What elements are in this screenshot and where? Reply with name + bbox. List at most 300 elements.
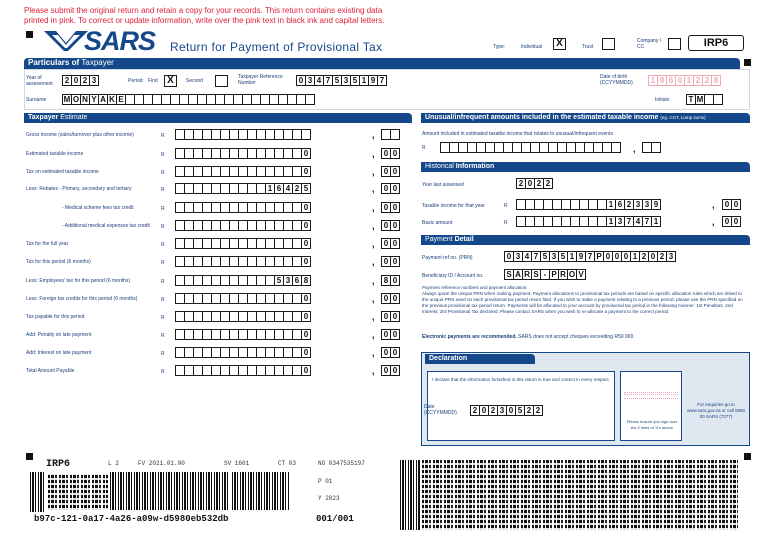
estimate-amount-field[interactable] [175, 365, 311, 376]
char-cell [266, 311, 275, 322]
char-cell [176, 256, 185, 267]
char-cell [221, 293, 230, 304]
char-cell [221, 238, 230, 249]
estimate-amount-field[interactable] [175, 166, 311, 177]
char-cell [221, 183, 230, 194]
char-cell [293, 329, 302, 340]
char-cell [185, 293, 194, 304]
char-cell: 9 [577, 251, 586, 262]
char-cell [212, 129, 221, 140]
estimate-heading [24, 113, 412, 123]
basic-currency: R [504, 220, 508, 226]
char-cell [248, 129, 257, 140]
char-cell [239, 202, 248, 213]
char-cell [203, 238, 212, 249]
char-cell [257, 347, 266, 358]
char-cell: 0 [382, 148, 391, 159]
individual-checkbox[interactable]: X [553, 38, 566, 50]
char-cell [257, 183, 266, 194]
estimate-cents-field[interactable] [381, 275, 400, 286]
char-cell: V [577, 269, 586, 280]
estimate-amount-field[interactable] [175, 220, 311, 231]
char-cell: 0 [391, 202, 400, 213]
char-cell [194, 329, 203, 340]
char-cell [284, 148, 293, 159]
footer-meta-y: Y 2023 [318, 495, 340, 502]
char-cell [558, 142, 567, 153]
payment-info-title: Payment reference numbers and payment allocation: [422, 285, 528, 290]
char-cell: 3 [514, 251, 523, 262]
estimate-cents-field[interactable] [381, 347, 400, 358]
char-cell [221, 148, 230, 159]
char-cell: 3 [90, 75, 99, 86]
first-label: First [148, 78, 158, 84]
char-cell [194, 148, 203, 159]
particulars-heading-light: Taxpayer [81, 58, 114, 67]
char-cell [212, 275, 221, 286]
char-cell [279, 94, 288, 105]
estimate-cents-field[interactable] [381, 311, 400, 322]
char-cell [293, 293, 302, 304]
char-cell: P [595, 251, 604, 262]
char-cell [212, 347, 221, 358]
char-cell: 0 [382, 256, 391, 267]
payment-info-text: Always quote the unique PRN when making payment. Payment allocations to provisional tax periods are based on specific allocation rules which are linked to the unique PRN used on each provisional tax period return filed. If you wish to make a payment relating to a previous period, please use the PRN specified on the previous provisional tax period return. Payments will be allocated to your account by provisional tax period in the following manner: 1st Penalties, 2nd Interest, 3rd Provisional Tax declared. Please contact SARS when you wish to re-allocate a payment to the correct period. [422, 291, 743, 314]
char-cell [194, 129, 203, 140]
char-cell: 0 [391, 293, 400, 304]
char-cell [248, 365, 257, 376]
char-cell: 4 [523, 251, 532, 262]
char-cell [221, 329, 230, 340]
initials-label: Initials [655, 97, 670, 103]
estimate-row-currency: R [161, 315, 165, 321]
char-cell [230, 166, 239, 177]
char-cell [535, 216, 544, 227]
year-of-assessment-field[interactable] [62, 75, 99, 86]
electronic-note-bold: Electronic payments are recommended. [422, 334, 517, 340]
basic-comma: , [712, 217, 715, 227]
char-cell: 3 [306, 75, 315, 86]
char-cell: 7 [324, 75, 333, 86]
form-title: Return for Payment of Provisional Tax [170, 40, 383, 54]
char-cell [284, 329, 293, 340]
char-cell: 0 [382, 311, 391, 322]
char-cell [248, 202, 257, 213]
char-cell: 0 [302, 365, 311, 376]
decimal-comma: , [372, 312, 375, 322]
prn-field[interactable] [504, 251, 676, 262]
char-cell: 2 [81, 75, 90, 86]
unusual-amount-field[interactable] [440, 142, 621, 153]
char-cell: 1 [631, 251, 640, 262]
payment-heading [421, 235, 750, 245]
char-cell [230, 238, 239, 249]
char-cell: 2 [534, 405, 543, 416]
decimal-comma: , [372, 221, 375, 231]
char-cell: 2 [63, 75, 72, 86]
company-label: Company / CC [637, 38, 662, 50]
footer-meta-l: L 2 [108, 460, 119, 467]
char-cell [176, 329, 185, 340]
char-cell [239, 275, 248, 286]
prn-label: Payment ref no. (PRN) [422, 255, 473, 261]
char-cell [230, 293, 239, 304]
char-cell [284, 311, 293, 322]
registration-marker [26, 31, 33, 38]
char-cell [257, 202, 266, 213]
char-cell: 0 [613, 251, 622, 262]
char-cell [275, 293, 284, 304]
char-cell [203, 275, 212, 286]
enquiries-note: For enquiries go to www.sars.gov.za or call 0800 00 SARS (7277) [687, 402, 745, 419]
signature-x-lines [624, 392, 678, 395]
ref-label: Taxpayer Reference Number [238, 74, 283, 86]
char-cell [275, 311, 284, 322]
char-cell [203, 293, 212, 304]
char-cell: K [108, 94, 117, 105]
char-cell: R [559, 269, 568, 280]
char-cell [185, 275, 194, 286]
char-cell [531, 142, 540, 153]
char-cell [243, 94, 252, 105]
estimate-cents-field[interactable] [381, 365, 400, 376]
year-label: Year of assessment [26, 75, 53, 87]
estimate-cents-field[interactable] [381, 220, 400, 231]
second-label: Second [186, 78, 203, 84]
signature-x-lines [624, 398, 678, 401]
estimate-cents-field[interactable] [381, 148, 400, 159]
char-cell: 0 [382, 365, 391, 376]
char-cell [571, 216, 580, 227]
estimate-cents-field[interactable] [381, 183, 400, 194]
char-cell: 1 [266, 183, 275, 194]
char-cell: 0 [302, 293, 311, 304]
char-cell [589, 216, 598, 227]
char-cell [293, 148, 302, 159]
initials-field[interactable] [686, 94, 723, 105]
char-cell: 6 [616, 199, 625, 210]
historical-heading-light: Historical [425, 163, 454, 170]
char-cell [203, 365, 212, 376]
char-cell [580, 199, 589, 210]
char-cell: 0 [732, 199, 741, 210]
char-cell [252, 94, 261, 105]
char-cell [293, 365, 302, 376]
declaration-date-field[interactable] [470, 405, 543, 416]
barcode-main-tail [232, 472, 290, 510]
char-cell: 1 [685, 75, 694, 86]
char-cell [248, 220, 257, 231]
char-cell: 0 [297, 75, 306, 86]
char-cell [598, 216, 607, 227]
taxable-income-field[interactable] [516, 199, 661, 210]
estimate-amount-field[interactable] [175, 256, 311, 267]
char-cell: 5 [275, 275, 284, 286]
char-cell [275, 202, 284, 213]
char-cell [549, 142, 558, 153]
char-cell: 5 [541, 251, 550, 262]
decimal-comma: , [372, 203, 375, 213]
year-last-assessed-field[interactable] [516, 178, 553, 189]
basic-amount-field[interactable] [516, 216, 661, 227]
decimal-comma: , [372, 294, 375, 304]
historical-heading-bold: Information [455, 163, 495, 170]
char-cell [293, 220, 302, 231]
char-cell: M [696, 95, 704, 104]
char-cell [284, 256, 293, 267]
char-cell: 0 [302, 347, 311, 358]
estimate-amount-field[interactable] [175, 275, 311, 286]
decimal-comma: , [372, 330, 375, 340]
char-cell [275, 129, 284, 140]
barcode-main [110, 472, 230, 510]
unusual-cents-field[interactable] [642, 142, 661, 153]
taxpayer-reference-field[interactable] [296, 75, 387, 86]
char-cell [203, 329, 212, 340]
char-cell: 2 [471, 405, 480, 416]
estimate-cents-field[interactable] [381, 238, 400, 249]
historical-heading [421, 162, 750, 172]
estimate-row-currency: R [161, 187, 165, 193]
estimate-amount-field[interactable] [175, 293, 311, 304]
char-cell: 9 [658, 75, 667, 86]
char-cell [239, 329, 248, 340]
char-cell [221, 365, 230, 376]
footer-meta-ct: CT 03 [278, 460, 297, 467]
char-cell [248, 293, 257, 304]
char-cell [230, 183, 239, 194]
char-cell [284, 347, 293, 358]
company-checkbox[interactable] [668, 38, 681, 50]
char-cell: 0 [391, 275, 400, 286]
char-cell [257, 311, 266, 322]
char-cell: 0 [507, 405, 516, 416]
char-cell: 3 [498, 405, 507, 416]
char-cell [275, 329, 284, 340]
char-cell: 3 [342, 75, 351, 86]
particulars-heading-bold: Particulars of [28, 58, 80, 67]
char-cell: 7 [378, 75, 387, 86]
char-cell: 2 [658, 251, 667, 262]
char-cell: 8 [712, 75, 721, 86]
char-cell [176, 275, 185, 286]
char-cell [194, 166, 203, 177]
estimate-row-currency: R [161, 333, 165, 339]
char-cell: 7 [586, 251, 595, 262]
char-cell: 2 [703, 75, 712, 86]
char-cell: 1 [607, 216, 616, 227]
surname-label: Surname [26, 97, 47, 103]
char-cell [203, 166, 212, 177]
trust-checkbox[interactable] [602, 38, 615, 50]
estimate-amount-field[interactable] [175, 148, 311, 159]
char-cell [248, 275, 257, 286]
char-cell [284, 293, 293, 304]
declaration-statement: I declare that the information furnished in this return is true and correct in every respect. [432, 377, 610, 382]
char-cell [230, 347, 239, 358]
char-cell [162, 94, 171, 105]
char-cell: O [568, 270, 576, 279]
footer-page: 001/001 [316, 514, 354, 524]
char-cell [221, 256, 230, 267]
char-cell [203, 148, 212, 159]
estimate-amount-field[interactable] [175, 329, 311, 340]
char-cell: 4 [315, 75, 324, 86]
surname-field[interactable] [62, 94, 315, 105]
estimate-amount-field[interactable] [175, 129, 311, 140]
estimate-amount-field[interactable] [175, 311, 311, 322]
char-cell [477, 142, 486, 153]
second-period-checkbox[interactable] [215, 75, 228, 87]
taxable-income-cents[interactable] [722, 199, 741, 210]
unusual-description: Amount included in estimated taxable income that relates to unusual/infrequent events [422, 131, 613, 137]
char-cell: 5 [351, 75, 360, 86]
char-cell [580, 216, 589, 227]
char-cell: 1 [360, 75, 369, 86]
char-cell [257, 293, 266, 304]
char-cell: N [81, 94, 90, 105]
char-cell [230, 148, 239, 159]
char-cell [230, 202, 239, 213]
estimate-cents-field[interactable] [381, 329, 400, 340]
decimal-comma: , [372, 239, 375, 249]
form-code-badge: IRP6 [688, 35, 744, 51]
char-cell [257, 148, 266, 159]
estimate-row-currency: R [161, 133, 165, 139]
char-cell [275, 365, 284, 376]
data-matrix-large [422, 460, 738, 530]
char-cell: 1 [649, 75, 658, 86]
char-cell [239, 220, 248, 231]
char-cell: 9 [652, 199, 661, 210]
char-cell: 0 [382, 202, 391, 213]
char-cell: 0 [391, 238, 400, 249]
trust-label: Trust [582, 44, 594, 50]
estimate-row-currency: R [161, 152, 165, 158]
char-cell [194, 347, 203, 358]
char-cell [576, 142, 585, 153]
char-cell [212, 365, 221, 376]
estimate-amount-field[interactable] [175, 202, 311, 213]
char-cell [212, 311, 221, 322]
char-cell: 0 [505, 251, 514, 262]
char-cell [248, 311, 257, 322]
char-cell [257, 220, 266, 231]
declaration-heading: Declaration [425, 354, 535, 364]
char-cell [194, 220, 203, 231]
char-cell [293, 256, 302, 267]
date-of-birth-field[interactable] [648, 75, 721, 86]
char-cell: 1 [652, 216, 661, 227]
char-cell [176, 293, 185, 304]
estimate-heading-light: Estimate [60, 114, 88, 121]
char-cell [450, 142, 459, 153]
registration-marker [26, 453, 33, 460]
char-cell: 0 [723, 216, 732, 227]
char-cell: 0 [391, 256, 400, 267]
char-cell [212, 329, 221, 340]
estimate-cents-field[interactable] [381, 166, 400, 177]
char-cell [585, 142, 594, 153]
char-cell: A [99, 94, 108, 105]
estimate-amount-field[interactable] [175, 238, 311, 249]
char-cell [598, 199, 607, 210]
char-cell [594, 142, 603, 153]
char-cell: 0 [480, 405, 489, 416]
char-cell [562, 199, 571, 210]
estimate-cents-field[interactable] [381, 293, 400, 304]
char-cell: 2 [694, 75, 703, 86]
barcode-right-edge [400, 460, 420, 530]
char-cell [275, 347, 284, 358]
char-cell [126, 94, 135, 105]
beneficiary-field[interactable] [504, 269, 586, 280]
estimate-amount-field[interactable] [175, 347, 311, 358]
pink-notice [24, 6, 454, 26]
char-cell [185, 129, 194, 140]
char-cell: 0 [391, 329, 400, 340]
char-cell [212, 256, 221, 267]
char-cell: 2 [625, 199, 634, 210]
char-cell [239, 148, 248, 159]
estimate-row-currency: R [161, 297, 165, 303]
char-cell [517, 199, 526, 210]
basic-amount-label: Basic amount [422, 220, 453, 226]
char-cell [486, 142, 495, 153]
char-cell [382, 129, 391, 140]
estimate-cents-field[interactable] [381, 202, 400, 213]
estimate-row-currency: R [161, 369, 165, 375]
char-cell [216, 94, 225, 105]
char-cell [567, 142, 576, 153]
estimate-cents-field[interactable] [381, 256, 400, 267]
char-cell: 9 [369, 75, 378, 86]
char-cell [176, 129, 185, 140]
type-label: Type: [493, 44, 506, 50]
char-cell [203, 311, 212, 322]
char-cell [239, 166, 248, 177]
char-cell [643, 142, 652, 153]
first-period-checkbox[interactable]: X [164, 75, 177, 87]
char-cell [603, 142, 612, 153]
char-cell [230, 275, 239, 286]
char-cell: 0 [526, 178, 535, 189]
char-cell [221, 220, 230, 231]
char-cell [257, 256, 266, 267]
char-cell: 5 [333, 75, 342, 86]
char-cell [705, 94, 714, 105]
footer-meta-no: NO 0347535197 [318, 460, 365, 467]
estimate-heading-bold: Taxpayer [28, 114, 59, 121]
char-cell: 3 [634, 199, 643, 210]
char-cell [185, 311, 194, 322]
char-cell [266, 220, 275, 231]
basic-amount-cents[interactable] [722, 216, 741, 227]
estimate-amount-field[interactable] [175, 183, 311, 194]
char-cell: 3 [643, 199, 652, 210]
char-cell [230, 129, 239, 140]
char-cell [261, 94, 270, 105]
unusual-comma: , [633, 144, 636, 154]
char-cell [185, 329, 194, 340]
estimate-cents-field[interactable] [381, 129, 400, 140]
char-cell: 0 [382, 183, 391, 194]
char-cell: 0 [302, 148, 311, 159]
char-cell [275, 166, 284, 177]
char-cell [185, 220, 194, 231]
char-cell [266, 293, 275, 304]
char-cell [239, 347, 248, 358]
